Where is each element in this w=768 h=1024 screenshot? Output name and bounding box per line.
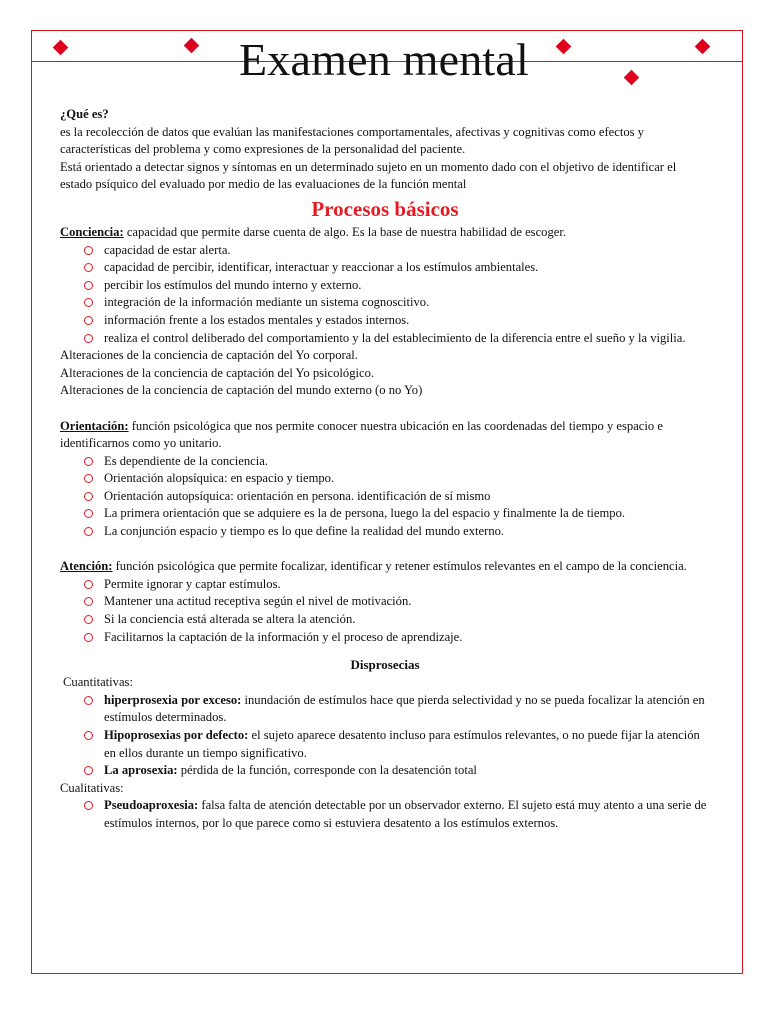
document-body xyxy=(60,106,710,833)
atencion-text: función psicológica que permite focalizar, identificar y retener estímulos relevantes en el campo de la conciencia. xyxy=(112,559,687,574)
section-title: Procesos básicos xyxy=(311,196,459,221)
orientacion-term: Orientación: xyxy=(60,418,129,433)
bullet-circle-icon xyxy=(84,334,93,343)
intro-heading: ¿Qué es? xyxy=(60,107,109,121)
cualitativas-list xyxy=(60,797,710,832)
list-item: Orientación alopsíquica: en espacio y tiempo. xyxy=(84,470,710,488)
list-item: información frente a los estados mentales y estados internos. xyxy=(84,312,710,330)
page-title: Examen mental xyxy=(239,34,529,85)
list-item: Permite ignorar y captar estímulos. xyxy=(84,576,710,594)
atencion-term: Atención: xyxy=(60,559,113,574)
intro-paragraph-1: es la recolección de datos que evalúan las manifestaciones comportamentales, afectivas y cognitivas como efectos y características del problema y como expresiones de la personalidad del paciente. xyxy=(60,124,644,157)
list-item: La aprosexia: pérdida de la función, corresponde con la desatención total xyxy=(84,762,710,780)
list-item: Mantener una actitud receptiva según el nivel de motivación. xyxy=(84,593,710,611)
bullet-circle-icon xyxy=(84,696,93,705)
list-item: Pseudoaproxesia: falsa falta de atención detectable por un observador externo. El sujeto está muy atento a una serie de estímulos internos, por lo que parece como si estuviera desatento a los estímulos externos. xyxy=(84,797,710,832)
list-item: Orientación autopsíquica: orientación en persona. identificación de sí mismo xyxy=(84,488,710,506)
bullet-circle-icon xyxy=(84,731,93,740)
bullet-circle-icon xyxy=(84,766,93,775)
bullet-circle-icon xyxy=(84,580,93,589)
bullet-circle-icon xyxy=(84,316,93,325)
list-item: hiperprosexia por exceso: inundación de estímulos hace que pierda selectividad y no se pueda focalizar la atención en estímulos determinados. xyxy=(84,692,710,727)
list-item: Si la conciencia está alterada se altera la atención. xyxy=(84,611,710,629)
orientacion-list xyxy=(60,453,710,541)
list-item: Hipoprosexias por defecto: el sujeto aparece desatento incluso para estímulos relevantes, o no puede fijar la atención en ellos durante un tiempo significativo. xyxy=(84,727,710,762)
intro-paragraph-2: Está orientado a detectar signos y síntomas en un determinado sujeto en un momento dado con el objetivo de identificar el estado psíquico del evaluado por medio de las evaluaciones de la función mental xyxy=(60,159,677,192)
orientacion-text: función psicológica que nos permite conocer nuestra ubicación en las coordenadas del tiempo y espacio e identificarnos como yo unitario. xyxy=(60,418,663,451)
conciencia-term: Conciencia: xyxy=(60,224,124,239)
list-item: capacidad de estar alerta. xyxy=(84,242,710,260)
bullet-circle-icon xyxy=(84,298,93,307)
bullet-circle-icon xyxy=(84,457,93,466)
conciencia-list xyxy=(60,242,710,348)
list-item: La primera orientación que se adquiere es la de persona, luego la del espacio y finalmente la de tiempo. xyxy=(84,505,710,523)
bullet-circle-icon xyxy=(84,492,93,501)
list-item: Facilitarnos la captación de la información y el proceso de aprendizaje. xyxy=(84,629,710,647)
bullet-circle-icon xyxy=(84,615,93,624)
bullet-circle-icon xyxy=(84,246,93,255)
bullet-circle-icon xyxy=(84,801,93,810)
bullet-circle-icon xyxy=(84,474,93,483)
alteration-line: Alteraciones de la conciencia de captación del mundo externo (o no Yo) xyxy=(60,383,423,398)
bullet-circle-icon xyxy=(84,597,93,606)
conciencia-text: capacidad que permite darse cuenta de algo. Es la base de nuestra habilidad de escoger. xyxy=(123,224,567,239)
alteration-line: Alteraciones de la conciencia de captación del Yo corporal. xyxy=(60,348,358,363)
cuantitativas-label: Cuantitativas: xyxy=(63,675,133,690)
bullet-circle-icon xyxy=(84,527,93,536)
disprosecias-title: Disprosecias xyxy=(350,657,420,673)
cuantitativas-list xyxy=(60,692,710,780)
list-item: Es dependiente de la conciencia. xyxy=(84,453,710,471)
alteration-line: Alteraciones de la conciencia de captación del Yo psicológico. xyxy=(60,365,375,380)
list-item: La conjunción espacio y tiempo es lo que define la realidad del mundo externo. xyxy=(84,523,710,541)
list-item: integración de la información mediante un sistema cognoscitivo. xyxy=(84,294,710,312)
bullet-circle-icon xyxy=(84,281,93,290)
bullet-circle-icon xyxy=(84,633,93,642)
bullet-circle-icon xyxy=(84,509,93,518)
bullet-circle-icon xyxy=(84,263,93,272)
cualitativas-label: Cualitativas: xyxy=(60,780,124,795)
list-item: capacidad de percibir, identificar, interactuar y reaccionar a los estímulos ambientales. xyxy=(84,259,710,277)
atencion-definition xyxy=(60,558,710,576)
list-item: realiza el control deliberado del comportamiento y la del establecimiento de la diferencia entre el sueño y la vigilia. xyxy=(84,330,710,348)
orientacion-definition xyxy=(60,418,710,453)
atencion-list xyxy=(60,576,710,646)
list-item: percibir los estímulos del mundo interno y externo. xyxy=(84,277,710,295)
conciencia-definition xyxy=(60,224,710,242)
